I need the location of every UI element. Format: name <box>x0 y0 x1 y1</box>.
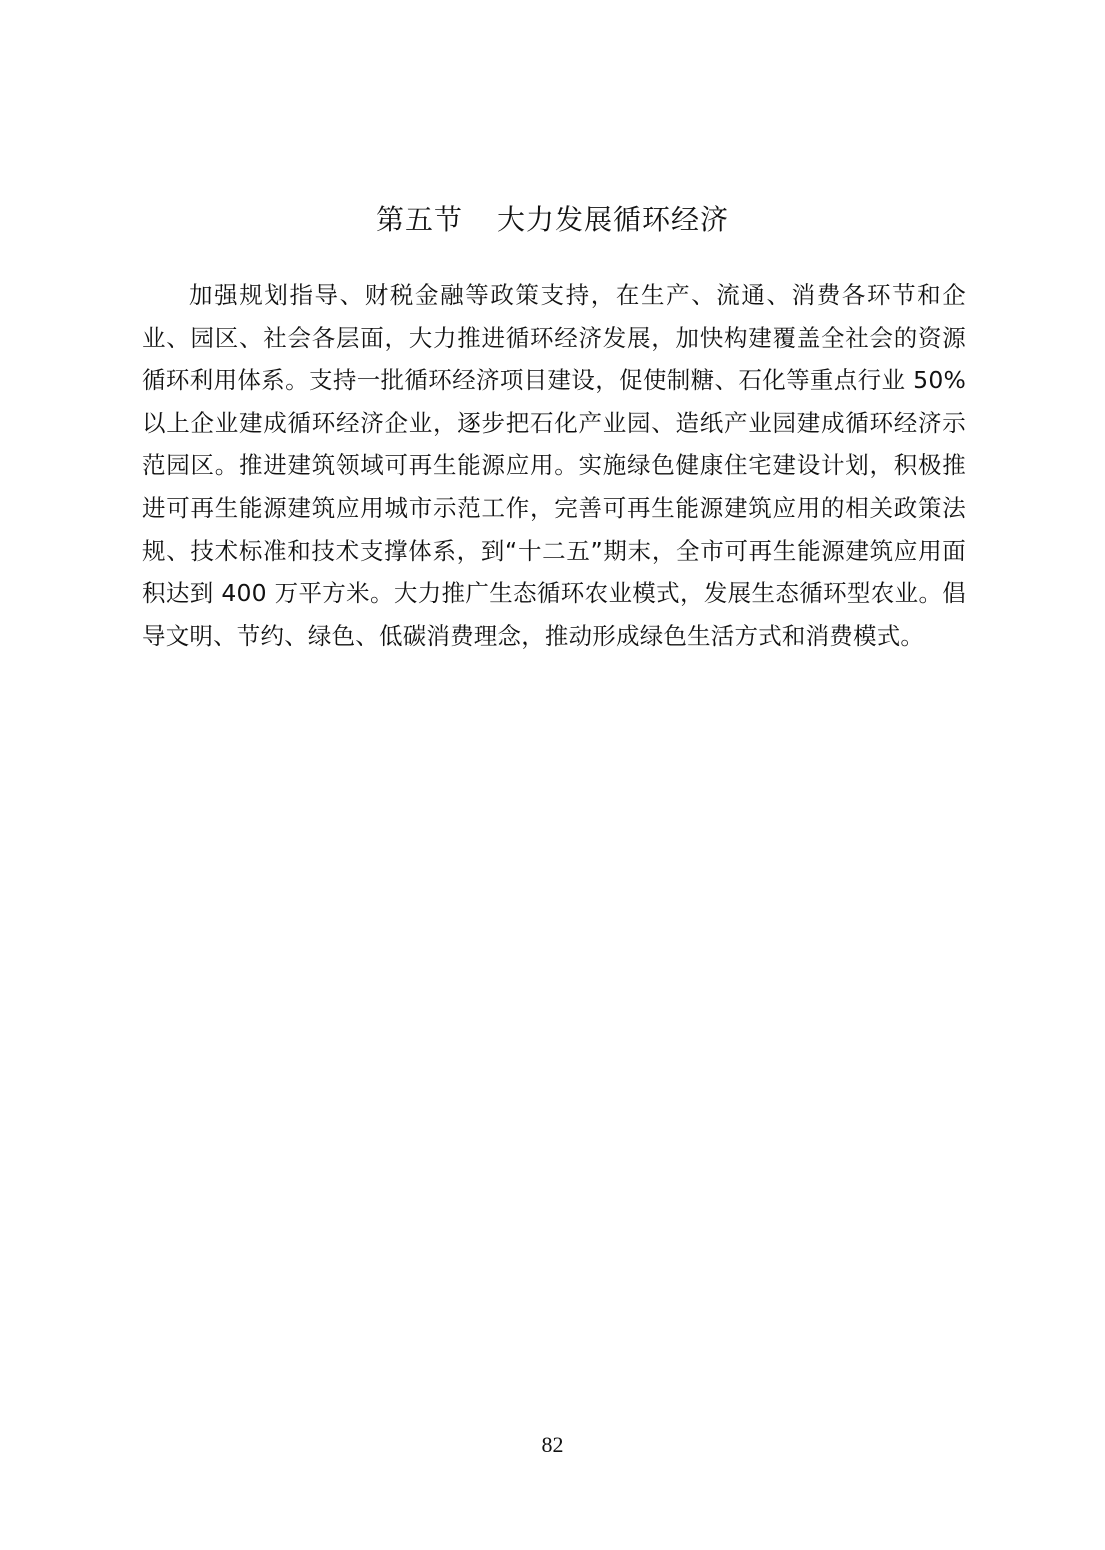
section-heading <box>0 196 1105 244</box>
body-paragraph: 加强规划指导、财税金融等政策支持，在生产、流通、消费各环节和企业、园区、社会各层面，大力推进循环经济发展，加快构建覆盖全社会的资源循环利用体系。支持一批循环经济项目建设，促使制糖、石化等重点行业 50%以上企业建成循环经济企业，逐步把石化产业园、造纸产业园建成循环经济示范园区。推进建筑领域可再生能源应用。实施绿色健康住宅建设计划，积极推进可再生能源建筑应用城市示范工作，完善可再生能源建筑应用的相关政策法规、技术标准和技术支撑体系，到“十二五”期末，全市可再生能源建筑应用面积达到 400 万平方米。大力推广生态循环农业模式，发展生态循环型农业。倡导文明、节约、绿色、低碳消费理念，推动形成绿色生活方式和消费模式。 <box>142 281 966 650</box>
section-number: 第五节 <box>375 203 463 236</box>
page-number: 82 <box>541 1432 564 1457</box>
section-title: 大力发展循环经济 <box>497 203 730 236</box>
